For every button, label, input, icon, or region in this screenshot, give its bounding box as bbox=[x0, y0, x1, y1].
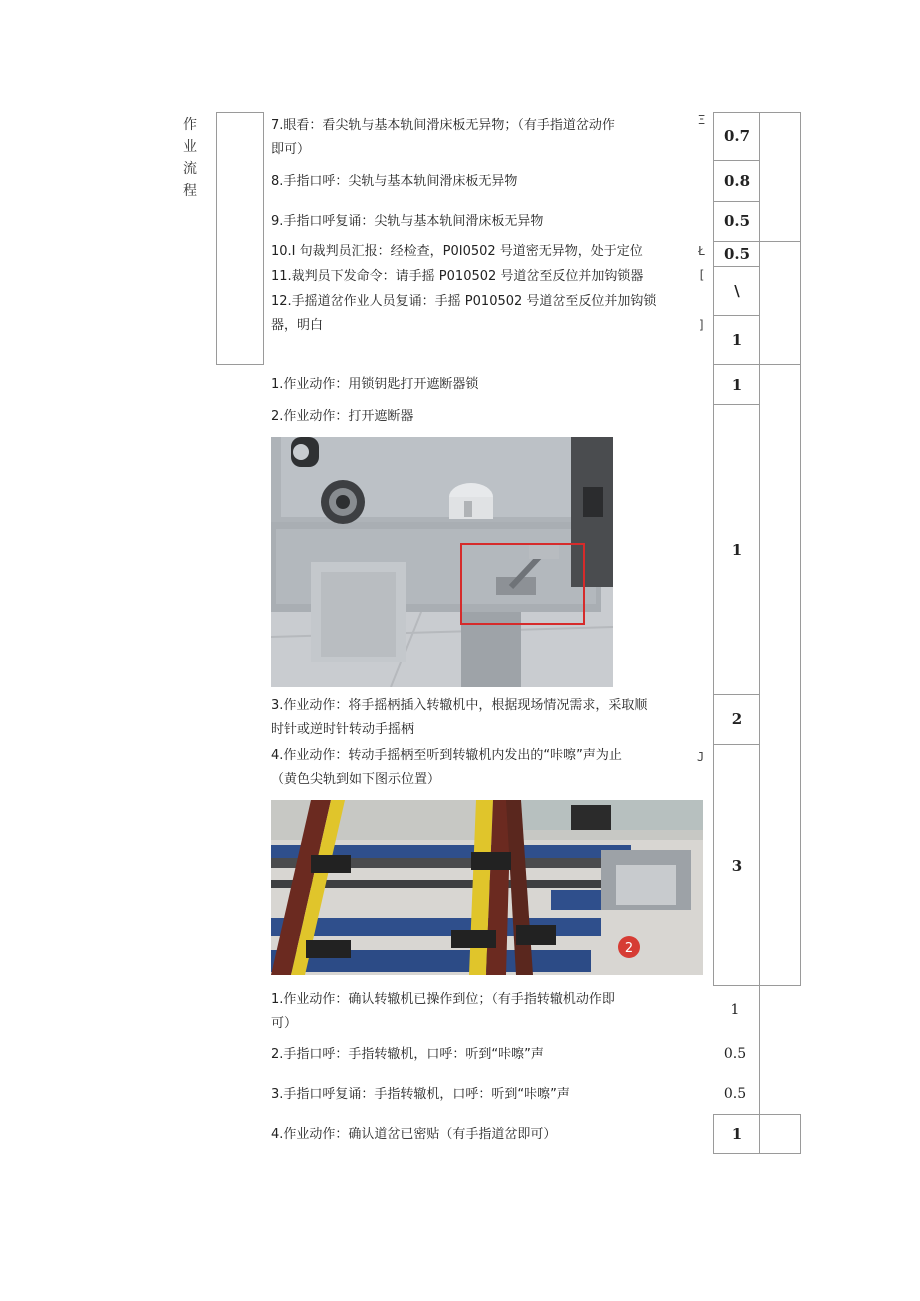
score-row-line bbox=[713, 315, 759, 316]
step-b1: 1.作业动作：用锁钥匙打开遮断器锁 bbox=[271, 377, 479, 392]
outer-right-a bbox=[800, 112, 801, 365]
bracket-top bbox=[216, 112, 264, 113]
score-row-line bbox=[713, 201, 759, 202]
score-b3: 2 bbox=[731, 710, 743, 728]
step-12: 12.手摇道岔作业人员复诵：手摇 P010502 号道岔至反位并加钩锁 器，明白 bbox=[271, 294, 657, 333]
step-b4: 4.作业动作：转动手摇柄至听到转辙机内发出的“咔嚓”声为止 （黄色尖轨到如下图示位置） bbox=[271, 748, 622, 787]
score-row-line bbox=[713, 364, 801, 365]
section-label-char: 业 bbox=[183, 139, 197, 155]
bracket-bottom bbox=[216, 364, 264, 365]
score-col-right-a bbox=[759, 112, 760, 365]
score-row-line bbox=[713, 1153, 801, 1154]
step-b2: 2.作业动作：打开遮断器 bbox=[271, 409, 414, 424]
score-col-left-b bbox=[713, 364, 714, 985]
photo-turnout-rails bbox=[271, 800, 703, 975]
score-row-line bbox=[713, 160, 759, 161]
score-step-11: \ bbox=[734, 282, 740, 300]
section-label-char: 程 bbox=[183, 183, 197, 199]
score-row-line bbox=[713, 404, 759, 405]
photo-switch-machine-svg bbox=[271, 437, 613, 687]
margin-glyph: Ξ bbox=[698, 113, 706, 127]
score-b1: 1 bbox=[731, 376, 743, 394]
margin-glyph: [ bbox=[698, 268, 706, 282]
bracket-right bbox=[263, 112, 264, 365]
step-c2: 2.手指口呼：手指转辙机，口呼：听到“咔嚓”声 bbox=[271, 1047, 544, 1062]
section-label-char: 作 bbox=[183, 117, 197, 133]
score-step-12: 1 bbox=[731, 331, 743, 349]
step-c4: 4.作业动作：确认道岔已密贴（有手指道岔即可） bbox=[271, 1127, 557, 1142]
outer-right-b bbox=[800, 364, 801, 985]
photo-switch-machine-breaker bbox=[271, 437, 613, 687]
margin-glyph: Ł bbox=[698, 244, 706, 258]
score-row-line bbox=[713, 112, 801, 113]
step-8: 8.手指口呼：尖轨与基本轨间滑床板无异物 bbox=[271, 174, 518, 189]
floor-badge: 2 bbox=[624, 941, 634, 956]
score-col-right-b bbox=[759, 364, 760, 985]
score-step-10: 0.5 bbox=[723, 245, 751, 263]
section-label-char: 流 bbox=[183, 161, 197, 177]
score-b2: 1 bbox=[731, 541, 743, 559]
score-c2: 0.5 bbox=[723, 1046, 747, 1062]
score-b4: 3 bbox=[731, 857, 743, 875]
photo-turnout-svg bbox=[271, 800, 703, 975]
outer-right-c bbox=[800, 1114, 801, 1154]
step-c3: 3.手指口呼复诵：手指转辙机，口呼：听到“咔嚓”声 bbox=[271, 1087, 570, 1102]
step-11: 11.裁判员下发命令：请手摇 P010502 号道岔至反位并加钩锁器 bbox=[271, 269, 644, 284]
score-c1: 1 bbox=[730, 1002, 740, 1018]
score-step-9: 0.5 bbox=[723, 212, 751, 230]
score-row-line bbox=[713, 1114, 801, 1115]
step-c1: 1.作业动作：确认转辙机已操作到位；（有手指转辙机动作即 可） bbox=[271, 992, 615, 1031]
score-c4: 1 bbox=[731, 1125, 743, 1143]
score-row-line bbox=[713, 985, 801, 986]
section-label bbox=[183, 114, 199, 202]
score-col-left-a bbox=[713, 112, 714, 365]
score-step-7: 0.7 bbox=[723, 127, 751, 145]
step-10: 10.I 句裁判员汇报：经检查，P0I0502 号道密无异物，处于定位 bbox=[271, 244, 643, 259]
margin-glyph: ] bbox=[698, 318, 706, 332]
score-step-8: 0.8 bbox=[723, 172, 751, 190]
score-row-line bbox=[713, 241, 801, 242]
margin-glyph: J bbox=[697, 750, 705, 764]
score-row-line bbox=[713, 266, 759, 267]
score-row-line bbox=[713, 744, 759, 745]
score-c3: 0.5 bbox=[723, 1086, 747, 1102]
step-b3: 3.作业动作：将手摇柄插入转辙机中，根据现场情况需求，采取顺 时针或逆时针转动手摇柄 bbox=[271, 698, 648, 737]
bracket-left bbox=[216, 112, 217, 365]
score-row-line bbox=[713, 694, 759, 695]
step-7: 7.眼看：看尖轨与基本轨间滑床板无异物；（有手指道岔动作 即可） bbox=[271, 118, 615, 157]
step-9: 9.手指口呼复诵：尖轨与基本轨间滑床板无异物 bbox=[271, 214, 544, 229]
